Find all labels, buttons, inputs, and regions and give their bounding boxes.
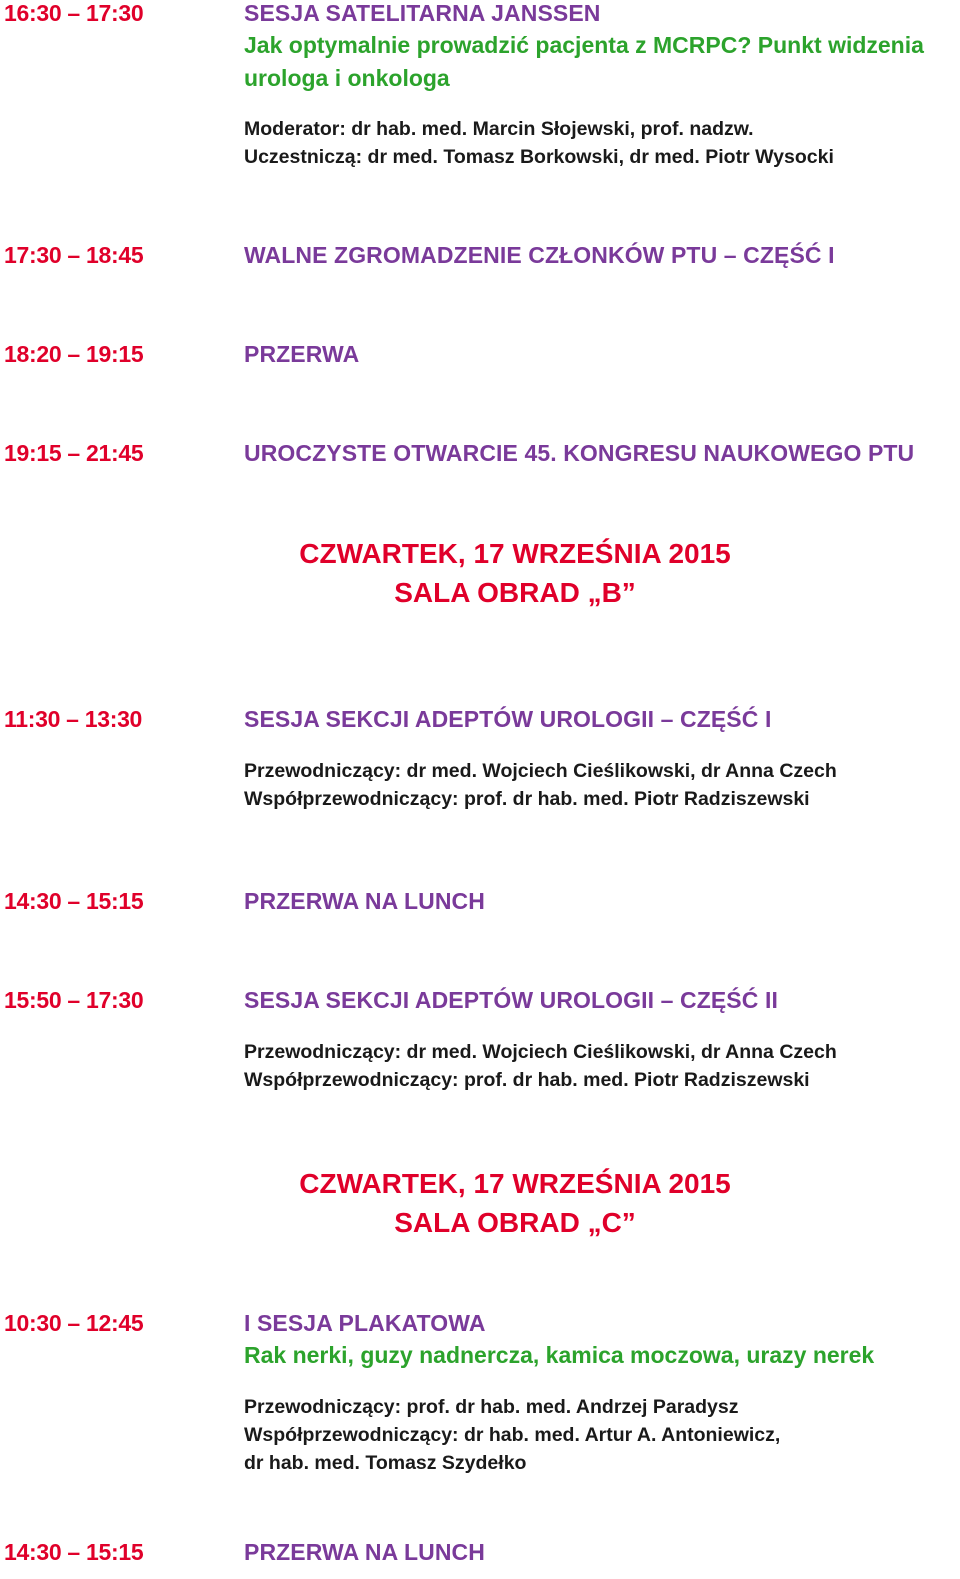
session-subtitle: Rak nerki, guzy nadnercza, kamica moczowa, urazy nerek	[244, 1342, 875, 1368]
session-time: 17:30 – 18:45	[4, 242, 144, 268]
session-title: SESJA SEKCJI ADEPTÓW UROLOGII – CZĘŚĆ I	[244, 706, 772, 732]
session-time: 19:15 – 21:45	[4, 440, 144, 466]
session-time: 11:30 – 13:30	[4, 706, 143, 732]
session-participants: Uczestniczą: dr med. Tomasz Borkowski, dr med. Piotr Wysocki	[244, 146, 834, 168]
session-time: 16:30 – 17:30	[4, 0, 144, 26]
session-cochair: Współprzewodniczący: prof. dr hab. med. Piotr Radziszewski	[244, 1069, 810, 1091]
session-title: PRZERWA	[244, 341, 360, 367]
session-chair: Przewodniczący: dr med. Wojciech Cieślikowski, dr Anna Czech	[244, 760, 837, 782]
session-time: 14:30 – 15:15	[4, 1539, 144, 1565]
session-cochair: Współprzewodniczący: prof. dr hab. med. Piotr Radziszewski	[244, 788, 810, 810]
session-title: SESJA SEKCJI ADEPTÓW UROLOGII – CZĘŚĆ II	[244, 987, 778, 1013]
session-subtitle: urologa i onkologa	[244, 65, 450, 91]
day-header-room: SALA OBRAD „B”	[394, 577, 636, 608]
day-header-date: CZWARTEK, 17 WRZEŚNIA 2015	[299, 1168, 731, 1199]
session-title: PRZERWA NA LUNCH	[244, 888, 485, 914]
session-title: SESJA SATELITARNA JANSSEN	[244, 0, 601, 26]
session-chair: Przewodniczący: dr med. Wojciech Cieślikowski, dr Anna Czech	[244, 1041, 837, 1063]
day-header-date: CZWARTEK, 17 WRZEŚNIA 2015	[299, 538, 731, 569]
session-moderator: Moderator: dr hab. med. Marcin Słojewski, prof. nadzw.	[244, 118, 754, 140]
session-time: 10:30 – 12:45	[4, 1310, 144, 1336]
session-time: 18:20 – 19:15	[4, 341, 144, 367]
session-cochair-continued: dr hab. med. Tomasz Szydełko	[244, 1452, 527, 1474]
session-subtitle: Jak optymalnie prowadzić pacjenta z MCRPC? Punkt widzenia	[244, 32, 924, 58]
session-chair: Przewodniczący: prof. dr hab. med. Andrzej Paradysz	[244, 1396, 739, 1418]
day-header-room: SALA OBRAD „C”	[394, 1207, 636, 1238]
session-title: PRZERWA NA LUNCH	[244, 1539, 485, 1565]
session-time: 14:30 – 15:15	[4, 888, 144, 914]
session-cochair: Współprzewodniczący: dr hab. med. Artur A. Antoniewicz,	[244, 1424, 781, 1446]
session-title: WALNE ZGROMADZENIE CZŁONKÓW PTU – CZĘŚĆ I	[244, 242, 835, 268]
session-title: I SESJA PLAKATOWA	[244, 1310, 486, 1336]
session-time: 15:50 – 17:30	[4, 987, 144, 1013]
session-title: UROCZYSTE OTWARCIE 45. KONGRESU NAUKOWEGO PTU	[244, 440, 915, 466]
